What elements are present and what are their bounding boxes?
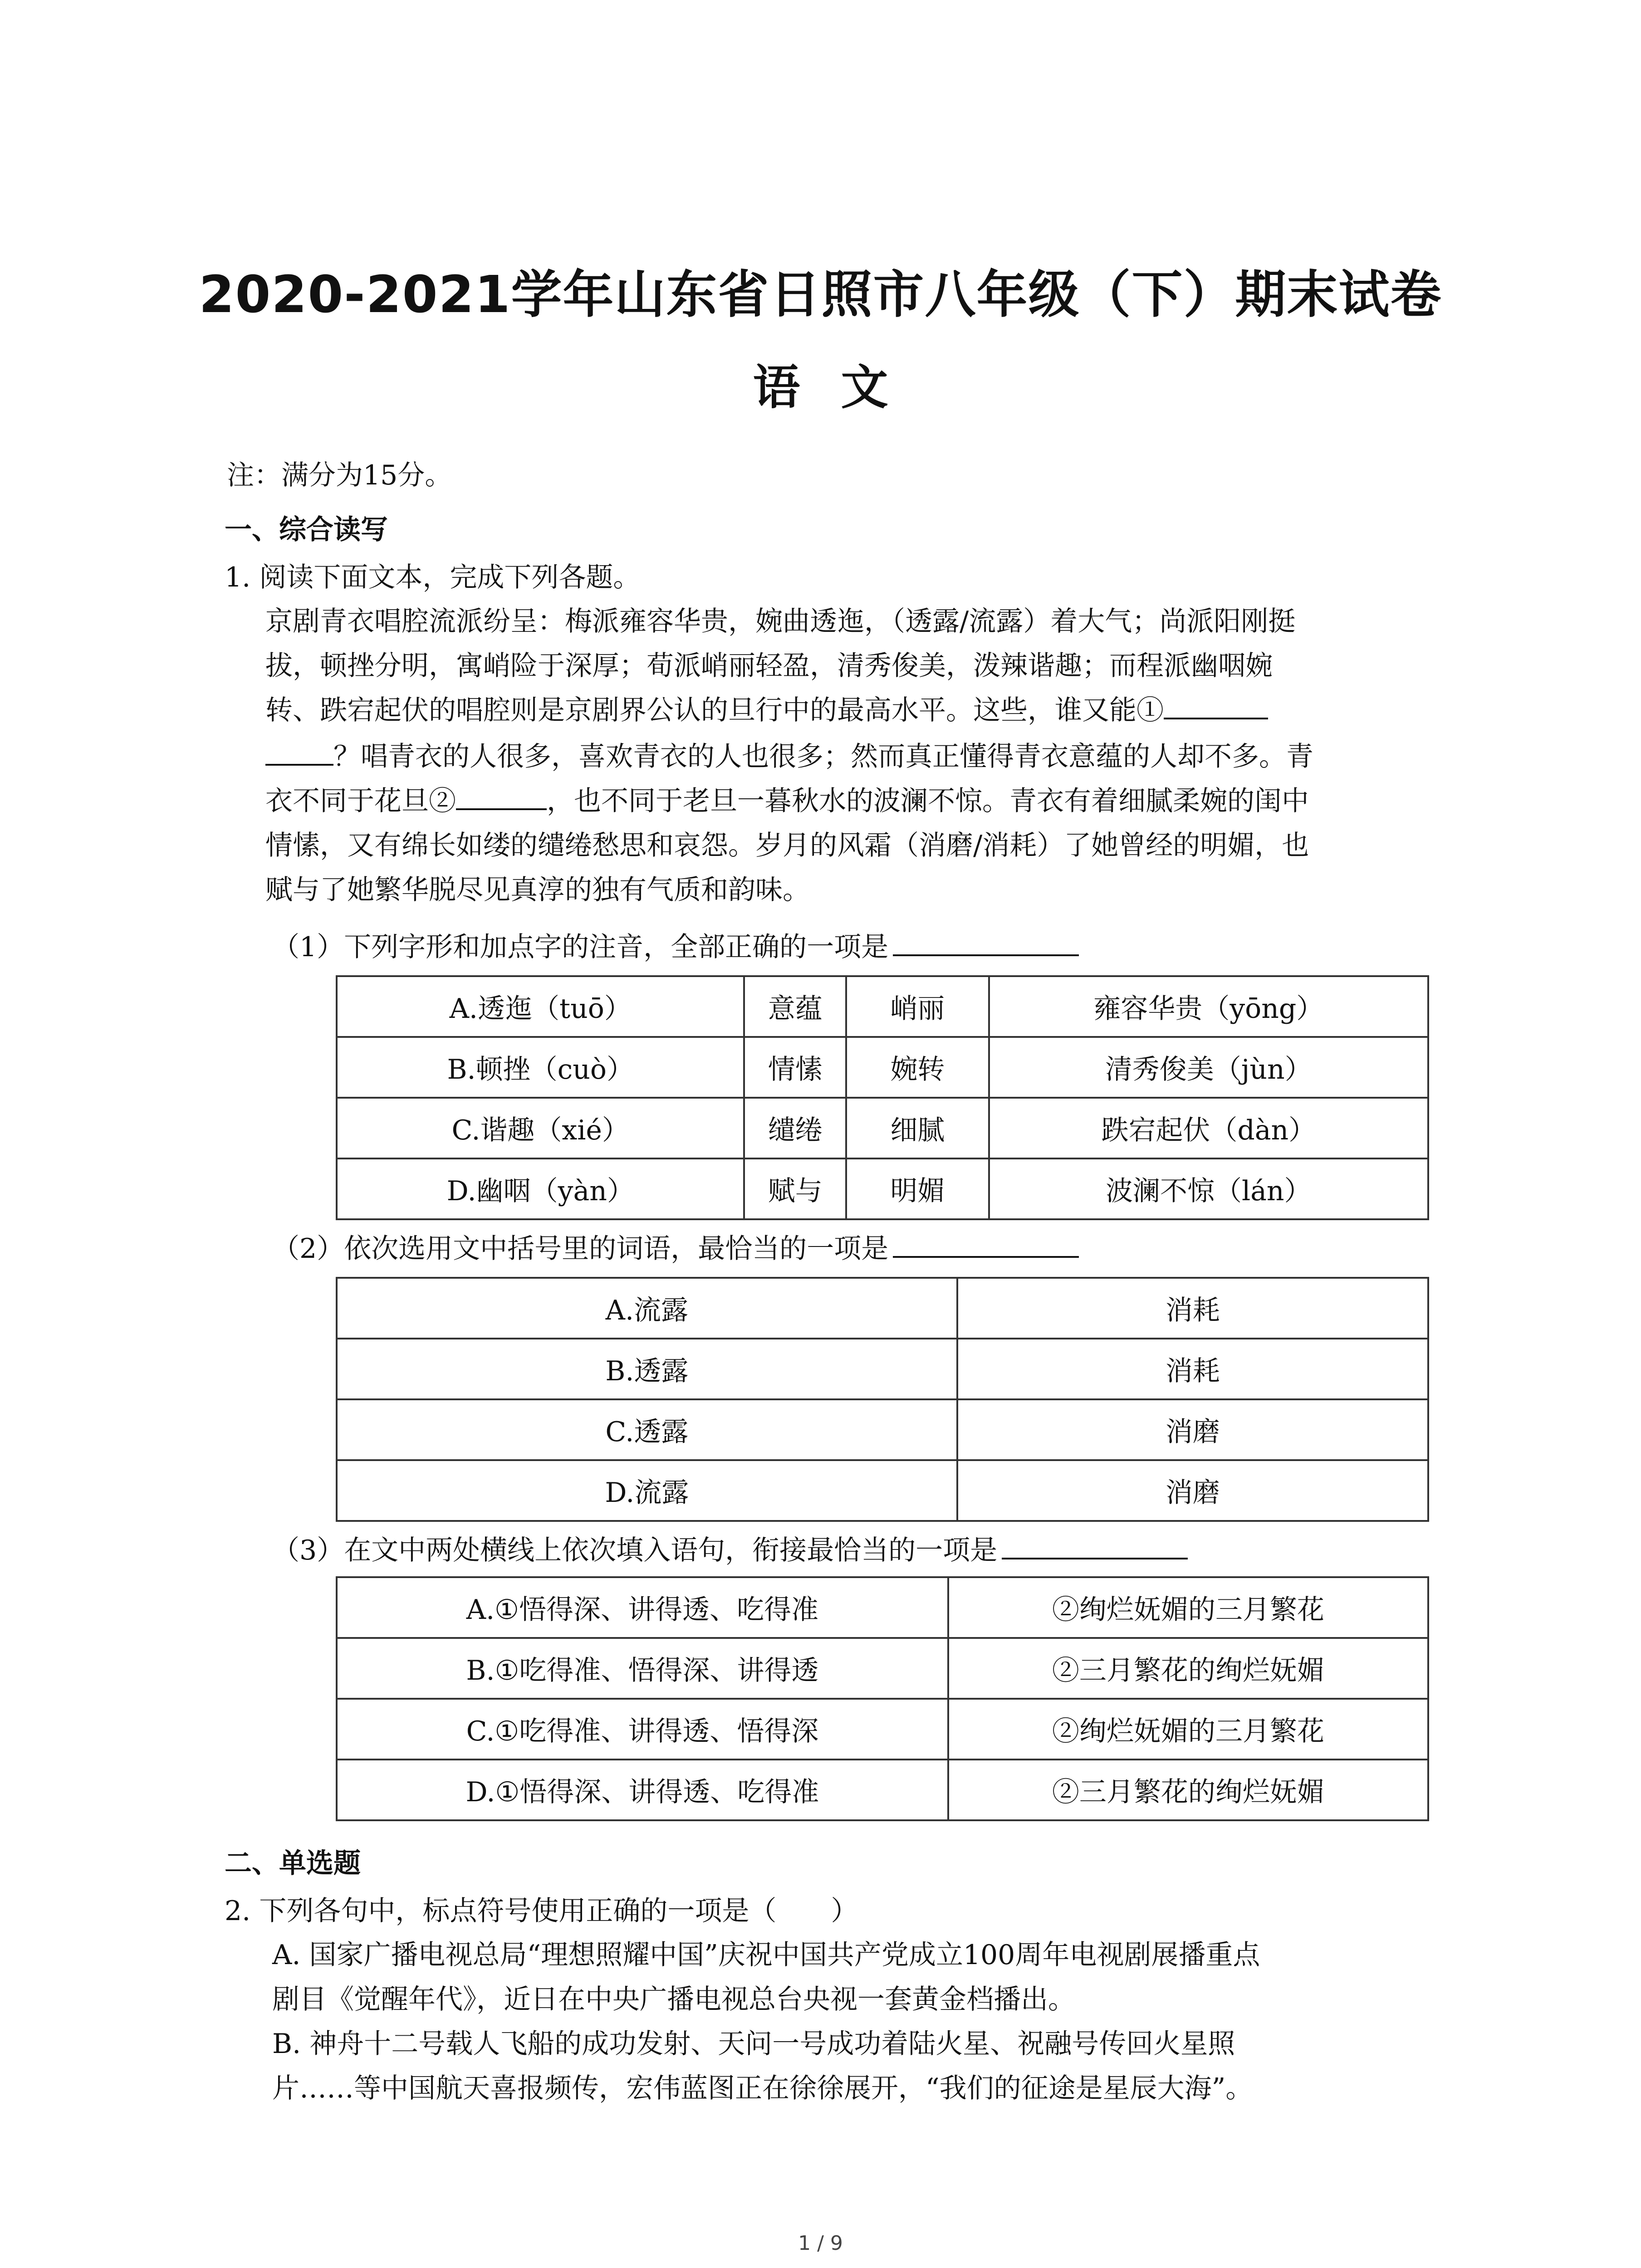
table-row: [337, 1098, 1428, 1158]
table-row: [337, 1699, 1428, 1760]
table-row: [337, 1460, 1428, 1521]
table-cell: C.透露: [337, 1399, 957, 1460]
question-prompt: 1. 阅读下面文本，完成下列各题。: [225, 562, 641, 593]
table-row: [337, 1638, 1428, 1699]
subquestion-1: [272, 925, 1079, 969]
table-cell: B.顿挫（cuò）: [337, 1037, 744, 1098]
table-cell: 峭丽: [846, 976, 989, 1037]
option-line: B. 神舟十二号载人飞船的成功发射、天问一号成功着陆火星、祝融号传回火星照: [272, 2028, 1235, 2060]
table-row: [337, 1339, 1428, 1399]
table-row: [337, 1278, 1428, 1339]
subquestion-label: （3）: [272, 1535, 344, 1566]
section-heading: 一、综合读写: [225, 514, 388, 546]
table-cell: B.①吃得准、悟得深、讲得透: [337, 1638, 948, 1699]
table-cell: ②绚烂妩媚的三月繁花: [948, 1577, 1428, 1638]
passage-text: 转、跌宕起伏的唱腔则是京剧界公认的旦行中的最高水平。这些，谁又能①: [265, 694, 1164, 726]
passage-line: 赋与了她繁华脱尽见真淳的独有气质和韵味。: [265, 874, 810, 906]
table-cell: 明媚: [846, 1158, 989, 1219]
options-table-3: [336, 1576, 1429, 1821]
table-cell: ②三月繁花的绚烂妩媚: [948, 1638, 1428, 1699]
exam-title: 2020-2021学年山东省日照市八年级（下）期末试卷: [199, 265, 1442, 324]
table-row: [337, 1577, 1428, 1638]
option-line: 片……等中国航天喜报频传，宏伟蓝图正在徐徐展开，“我们的征途是星辰大海”。: [272, 2072, 1253, 2104]
answer-blank: [1002, 1530, 1188, 1559]
table-cell: 赋与: [744, 1158, 846, 1219]
page-number: 1 / 9: [798, 2232, 843, 2255]
passage-line: 京剧青衣唱腔流派纷呈：梅派雍容华贵，婉曲透迤，（透露/流露）着大气；尚派阳刚挺: [265, 606, 1296, 637]
table-row: [337, 1399, 1428, 1460]
fill-blank-1-cont: [265, 737, 333, 766]
table-cell: C.谐趣（xié）: [337, 1098, 744, 1158]
table-cell: 消磨: [957, 1399, 1428, 1460]
option-line: 剧目《觉醒年代》，近日在中央广播电视总台央视一套黄金档播出。: [272, 1984, 1075, 2015]
passage-line: [265, 779, 1309, 823]
table-cell: D.①悟得深、讲得透、吃得准: [337, 1760, 948, 1820]
answer-blank: [893, 1229, 1079, 1258]
table-cell: 波澜不惊（lán）: [989, 1158, 1428, 1219]
score-note: 注：满分为15分。: [227, 459, 452, 491]
subquestion-text: 下列字形和加点字的注音，全部正确的一项是: [344, 931, 889, 963]
table-cell: C.①吃得准、讲得透、悟得深: [337, 1699, 948, 1760]
passage-line: [265, 689, 1268, 732]
fill-blank-2: [456, 781, 547, 810]
table-row: [337, 1760, 1428, 1820]
table-cell: 缱绻: [744, 1098, 846, 1158]
table-cell: ②三月繁花的绚烂妩媚: [948, 1760, 1428, 1820]
table-cell: ②绚烂妩媚的三月繁花: [948, 1699, 1428, 1760]
question-prompt: 2. 下列各句中，标点符号使用正确的一项是（ ）: [225, 1895, 858, 1927]
passage-line: [265, 735, 1313, 778]
passage-line: 拔，顿挫分明，寓峭险于深厚；荀派峭丽轻盈，清秀俊美，泼辣谐趣；而程派幽咽婉: [265, 650, 1273, 682]
table-cell: A.透迤（tuō）: [337, 976, 744, 1037]
subquestion-3: [272, 1529, 1188, 1572]
table-cell: A.流露: [337, 1278, 957, 1339]
table-cell: A.①悟得深、讲得透、吃得准: [337, 1577, 948, 1638]
table-cell: 雍容华贵（yōng）: [989, 976, 1428, 1037]
subquestion-label: （1）: [272, 931, 344, 963]
option-line: A. 国家广播电视总局“理想照耀中国”庆祝中国共产党成立100周年电视剧展播重点: [272, 1939, 1260, 1971]
options-table-2: [336, 1277, 1429, 1522]
passage-text: ？唱青衣的人很多，喜欢青衣的人也很多；然而真正懂得青衣意蕴的人却不多。青: [333, 741, 1313, 772]
subquestion-text: 依次选用文中括号里的词语，最恰当的一项是: [344, 1233, 889, 1265]
subquestion-label: （2）: [272, 1233, 344, 1265]
fill-blank-1: [1164, 690, 1268, 719]
passage-line: 情愫，又有绵长如缕的缱绻愁思和哀怨。岁月的风霜（消磨/消耗）了她曾经的明媚，也: [265, 830, 1309, 861]
passage-text: 衣不同于花旦②: [265, 785, 456, 817]
answer-blank: [893, 927, 1079, 956]
subject-title: 语文: [753, 360, 929, 415]
table-cell: 婉转: [846, 1037, 989, 1098]
table-cell: 意蕴: [744, 976, 846, 1037]
section-heading: 二、单选题: [225, 1848, 361, 1879]
subquestion-2: [272, 1227, 1079, 1271]
table-cell: 清秀俊美（jùn）: [989, 1037, 1428, 1098]
table-cell: 细腻: [846, 1098, 989, 1158]
options-table-1: [336, 975, 1429, 1220]
table-cell: 消耗: [957, 1278, 1428, 1339]
table-cell: 情愫: [744, 1037, 846, 1098]
table-cell: D.幽咽（yàn）: [337, 1158, 744, 1219]
passage-text: ，也不同于老旦一暮秋水的波澜不惊。青衣有着细腻柔婉的闺中: [547, 785, 1309, 817]
table-row: [337, 1037, 1428, 1098]
subquestion-text: 在文中两处横线上依次填入语句，衔接最恰当的一项是: [344, 1535, 998, 1566]
table-cell: 跌宕起伏（dàn）: [989, 1098, 1428, 1158]
table-cell: 消耗: [957, 1339, 1428, 1399]
table-cell: B.透露: [337, 1339, 957, 1399]
table-row: [337, 1158, 1428, 1219]
table-row: [337, 976, 1428, 1037]
table-cell: 消磨: [957, 1460, 1428, 1521]
table-cell: D.流露: [337, 1460, 957, 1521]
